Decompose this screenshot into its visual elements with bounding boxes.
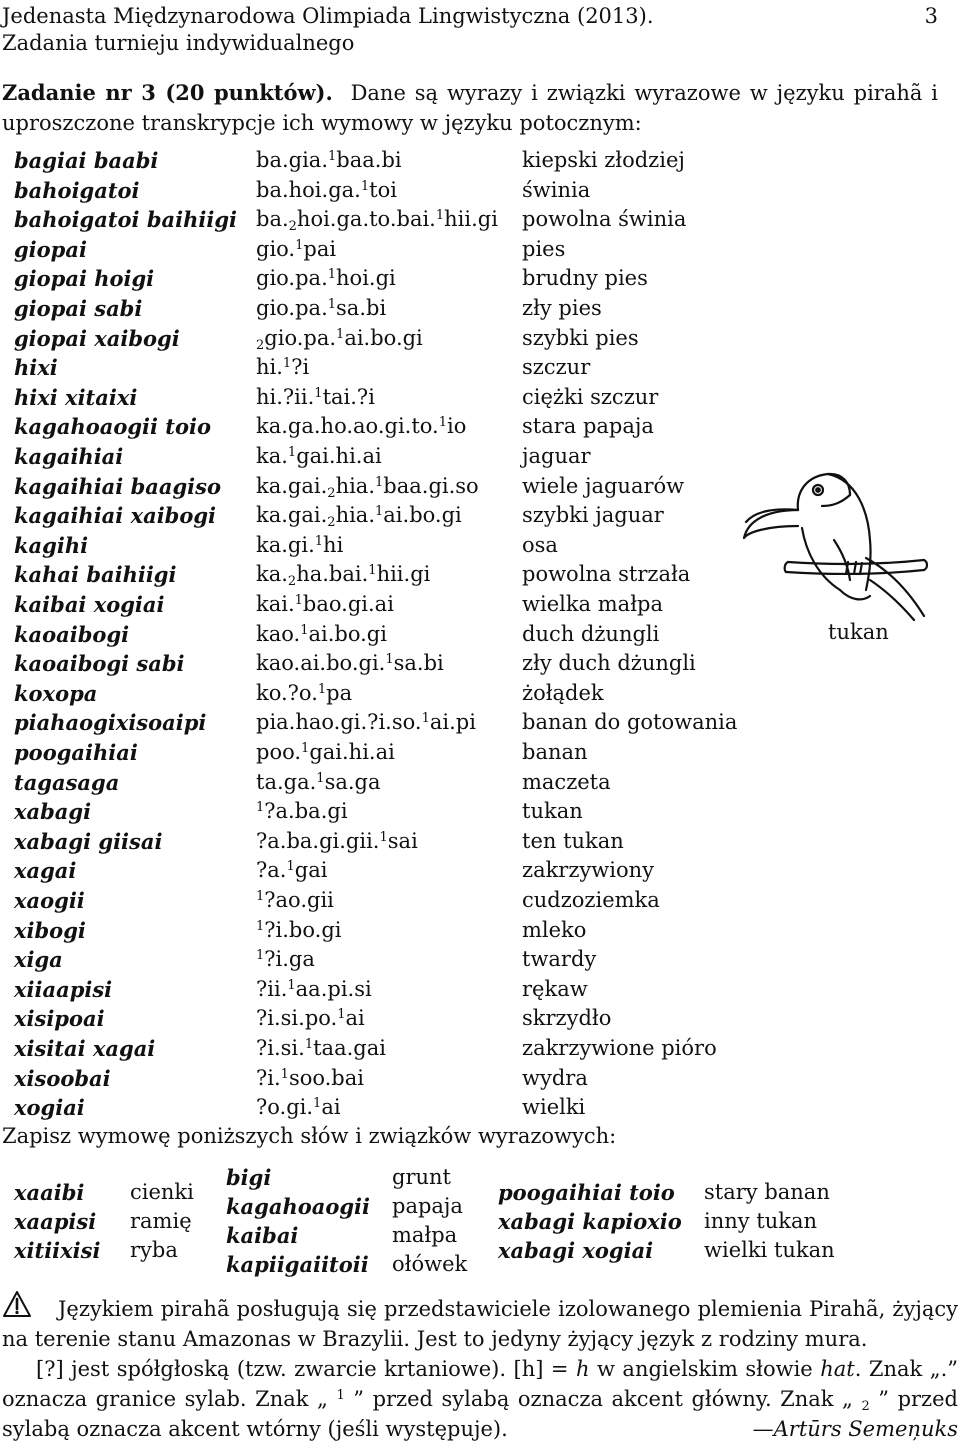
table-row xyxy=(0,237,960,266)
table-row xyxy=(0,266,960,295)
polish-meaning: twardy xyxy=(522,947,597,971)
pirahã-word: kagihi xyxy=(14,533,89,558)
exercise-word: xabagi kapioxio xyxy=(498,1209,682,1234)
pronunciation: ?a.ba.gi.gii.$^1$sai xyxy=(256,829,418,853)
exercise-meaning: papaja xyxy=(392,1194,463,1218)
pronunciation: gio.pa.$^1$sa.bi xyxy=(256,296,387,320)
polish-meaning: powolna strzała xyxy=(522,562,691,586)
polish-meaning: maczeta xyxy=(522,770,611,794)
polish-meaning: brudny pies xyxy=(522,266,648,290)
author: —Artūrs Semeņuks xyxy=(752,1417,958,1441)
pirahã-word: koxopa xyxy=(14,681,98,706)
exercise-meaning: ramię xyxy=(130,1209,192,1233)
exercise-meaning: cienki xyxy=(130,1180,194,1204)
exercise-meaning: grunt xyxy=(392,1165,451,1189)
pronunciation: kai.$^1$bao.gi.ai xyxy=(256,592,394,616)
pronunciation: $^1$?i.bo.gi xyxy=(256,918,342,942)
pirahã-word: kaoaibogi sabi xyxy=(14,651,185,676)
pronunciation: ka.gi.$^1$hi xyxy=(256,533,344,557)
pronunciation: pia.hao.gi.?i.so.$^1$ai.pi xyxy=(256,710,476,734)
pronunciation: $_2$gio.pa.$^1$ai.bo.gi xyxy=(256,326,423,353)
polish-meaning: pies xyxy=(522,237,566,261)
header-line-1: Jedenasta Międzynarodowa Olimpiada Lingwistyczna (2013). xyxy=(2,4,654,28)
table-row xyxy=(0,296,960,325)
exercise-meaning: ryba xyxy=(130,1238,178,1262)
polish-meaning: cudzoziemka xyxy=(522,888,660,912)
pirahã-word: piahaogixisoaipi xyxy=(14,710,207,735)
exercise-word: bigi xyxy=(226,1165,272,1190)
polish-meaning: żołądek xyxy=(522,681,604,705)
pronunciation: $ba._2hoi.ga.to.bai.^1hii.gi$ xyxy=(256,207,498,234)
polish-meaning: wydra xyxy=(522,1066,588,1090)
pronunciation: ?o.gi.$^1$ai xyxy=(256,1095,341,1119)
table-row xyxy=(0,770,960,799)
header-line-2: Zadania turnieju indywidualnego xyxy=(2,31,355,55)
pirahã-word: kagaihiai xyxy=(14,444,124,469)
polish-meaning: szybki pies xyxy=(522,326,639,350)
page-number: 3 xyxy=(924,4,938,28)
pronunciation: ?i.si.po.$^1$ai xyxy=(256,1006,365,1030)
pronunciation: $ka.gai._2hia.^1ai.bo.gi$ xyxy=(256,503,462,530)
pirahã-word: giopai xyxy=(14,237,87,262)
polish-meaning: ten tukan xyxy=(522,829,624,853)
pirahã-word: giopai hoigi xyxy=(14,266,155,291)
table-row xyxy=(0,355,960,384)
exercise-word: xaaibi xyxy=(14,1180,85,1205)
pirahã-word: bahoigatoi baihiigi xyxy=(14,207,237,232)
pirahã-word: xisipoai xyxy=(14,1006,105,1031)
table-row xyxy=(0,385,960,414)
pirahã-word: giopai sabi xyxy=(14,296,143,321)
pronunciation: gio.$^1$pai xyxy=(256,237,337,261)
polish-meaning: skrzydło xyxy=(522,1006,612,1030)
table-row xyxy=(0,858,960,887)
pronunciation: poo.$^1$gai.hi.ai xyxy=(256,740,395,764)
table-row xyxy=(0,148,960,177)
pirahã-word: kagahoaogii toio xyxy=(14,414,211,439)
polish-meaning: wielki xyxy=(522,1095,586,1119)
polish-meaning: banan xyxy=(522,740,588,764)
polish-meaning: zły pies xyxy=(522,296,602,320)
pirahã-word: kagaihiai baagiso xyxy=(14,474,221,499)
pronunciation: ?i.si.$^1$taa.gai xyxy=(256,1036,386,1060)
pirahã-word: hixi xyxy=(14,355,58,380)
pirahã-word: xabagi giisai xyxy=(14,829,163,854)
table-row xyxy=(0,1006,960,1035)
pirahã-word: xibogi xyxy=(14,918,86,943)
pronunciation: $^1$?a.ba.gi xyxy=(256,799,348,823)
pirahã-word: bagiai baabi xyxy=(14,148,159,173)
pronunciation: $^1$?i.ga xyxy=(256,947,315,971)
polish-meaning: duch dżungli xyxy=(522,622,660,646)
exercise-word: kagahoaogii xyxy=(226,1194,370,1219)
polish-meaning: ciężki szczur xyxy=(522,385,659,409)
toucan-illustration xyxy=(738,440,938,625)
table-row xyxy=(0,829,960,858)
table-row xyxy=(0,178,960,207)
exercise-word: xitiixisi xyxy=(14,1238,101,1263)
table-row xyxy=(0,651,960,680)
pronunciation: kao.$^1$ai.bo.gi xyxy=(256,622,387,646)
table-row xyxy=(0,326,960,355)
pronunciation: ?ii.$^1$aa.pi.si xyxy=(256,977,372,1001)
pirahã-word: xagai xyxy=(14,858,77,883)
task-title: Zadanie nr 3 (20 punktów). xyxy=(2,80,333,105)
polish-meaning: jaguar xyxy=(522,444,591,468)
exercise-meaning: wielki tukan xyxy=(704,1238,835,1262)
pirahã-word: poogaihiai xyxy=(14,740,138,765)
pirahã-word: hixi xitaixi xyxy=(14,385,138,410)
table-row xyxy=(0,740,960,769)
pirahã-word: kaoaibogi xyxy=(14,622,130,647)
exercise-word: poogaihiai toio xyxy=(498,1180,675,1205)
polish-meaning: osa xyxy=(522,533,558,557)
exercise-meaning: inny tukan xyxy=(704,1209,818,1233)
table-row xyxy=(0,799,960,828)
table-row xyxy=(0,622,960,651)
exercise-word: xabagi xogiai xyxy=(498,1238,654,1263)
table-row xyxy=(0,1066,960,1095)
table-row xyxy=(0,681,960,710)
polish-meaning: szybki jaguar xyxy=(522,503,664,527)
pronunciation: $ka._2ha.bai.^1hii.gi$ xyxy=(256,562,431,589)
pirahã-word: xabagi xyxy=(14,799,92,824)
pronunciation: $ka.gai._2hia.^1baa.gi.so$ xyxy=(256,474,479,501)
polish-meaning: zły duch dżungli xyxy=(522,651,696,675)
pronunciation: ba.gia.$^1$baa.bi xyxy=(256,148,402,172)
polish-meaning: tukan xyxy=(522,799,583,823)
pirahã-word: kagaihiai xaibogi xyxy=(14,503,217,528)
pronunciation: hi.?ii.$^1$tai.?i xyxy=(256,385,375,409)
pirahã-word: kaibai xogiai xyxy=(14,592,165,617)
table-row xyxy=(0,947,960,976)
table-row xyxy=(0,977,960,1006)
table-row xyxy=(0,1095,960,1124)
pronunciation: ta.ga.$^1$sa.ga xyxy=(256,770,381,794)
pirahã-word: tagasaga xyxy=(14,770,120,795)
pirahã-word: bahoigatoi xyxy=(14,178,140,203)
polish-meaning: kiepski złodziej xyxy=(522,148,685,172)
table-row xyxy=(0,1036,960,1065)
exercise-meaning: ołówek xyxy=(392,1252,468,1276)
polish-meaning: wielka małpa xyxy=(522,592,663,616)
polish-meaning: szczur xyxy=(522,355,591,379)
pirahã-word: xogiai xyxy=(14,1095,85,1120)
polish-meaning: banan do gotowania xyxy=(522,710,738,734)
polish-meaning: świnia xyxy=(522,178,591,202)
polish-meaning: rękaw xyxy=(522,977,588,1001)
task-intro xyxy=(2,78,938,138)
pronunciation: ka.$^1$gai.hi.ai xyxy=(256,444,382,468)
pronunciation: $^1$?ao.gii xyxy=(256,888,334,912)
polish-meaning: wiele jaguarów xyxy=(522,474,685,498)
pirahã-word: kahai baihiigi xyxy=(14,562,177,587)
task-intro-text: Dane są wyrazy i związki wyrazowe w języku pirahã i uproszczone transkrypcje ich wymowy w języku potocznym: xyxy=(2,81,939,135)
pirahã-word: xisoobai xyxy=(14,1066,111,1091)
pronunciation: ba.hoi.ga.$^1$toi xyxy=(256,178,397,202)
table-row xyxy=(0,710,960,739)
pirahã-word: xaogii xyxy=(14,888,85,913)
pirahã-word: xiga xyxy=(14,947,63,972)
exercise-meaning: stary banan xyxy=(704,1180,830,1204)
exercise-word: xaapisi xyxy=(14,1209,97,1234)
pronunciation: kao.ai.bo.gi.$^1$sa.bi xyxy=(256,651,444,675)
exercise-meaning: małpa xyxy=(392,1223,458,1247)
polish-meaning: zakrzywione pióro xyxy=(522,1036,717,1060)
pronunciation: ko.?o.$^1$pa xyxy=(256,681,353,705)
table-row xyxy=(0,888,960,917)
pronunciation: gio.pa.$^1$hoi.gi xyxy=(256,266,396,290)
illustration-caption: tukan xyxy=(828,620,889,644)
pronunciation: hi.$^1$?i xyxy=(256,355,310,379)
table-row xyxy=(0,918,960,947)
pronunciation: ?i.$^1$soo.bai xyxy=(256,1066,364,1090)
pronunciation: ?a.$^1$gai xyxy=(256,858,328,882)
pronunciation: ka.ga.ho.ao.gi.to.$^1$io xyxy=(256,414,467,438)
pirahã-word: giopai xaibogi xyxy=(14,326,180,351)
table-row xyxy=(0,414,960,443)
polish-meaning: zakrzywiony xyxy=(522,858,654,882)
note-paragraph-1: Językiem pirahã posługują się przedstawiciele izolowanego plemienia Pirahã, żyjący na terenie stanu Amazonas w Brazylii. Jest to jedyny żyjący język z rodziny mura. xyxy=(2,1297,958,1351)
pirahã-word: xisitai xagai xyxy=(14,1036,156,1061)
polish-meaning: stara papaja xyxy=(522,414,654,438)
table-row xyxy=(0,207,960,236)
instruction: Zapisz wymowę poniższych słów i związków wyrazowych: xyxy=(2,1124,617,1148)
polish-meaning: mleko xyxy=(522,918,587,942)
polish-meaning: powolna świnia xyxy=(522,207,687,231)
exercise-word: kapiigaiitoii xyxy=(226,1252,369,1277)
exercise-word: kaibai xyxy=(226,1223,299,1248)
note-paragraph-2 xyxy=(2,1354,958,1444)
pirahã-word: xiiaapisi xyxy=(14,977,113,1002)
note-paragraph-2-text: [?] jest spółgłoską (tzw. zwarcie krtaniowe). [h] = h w angielskim słowie hat. Znak „.” oznacza granice sylab. Znak „ $^1$ ” przed sylabą oznacza akcent główny. Znak „ $_2$ ” przed sylabą oznacza akcent wtórny (jeśli występuje). xyxy=(2,1357,958,1441)
